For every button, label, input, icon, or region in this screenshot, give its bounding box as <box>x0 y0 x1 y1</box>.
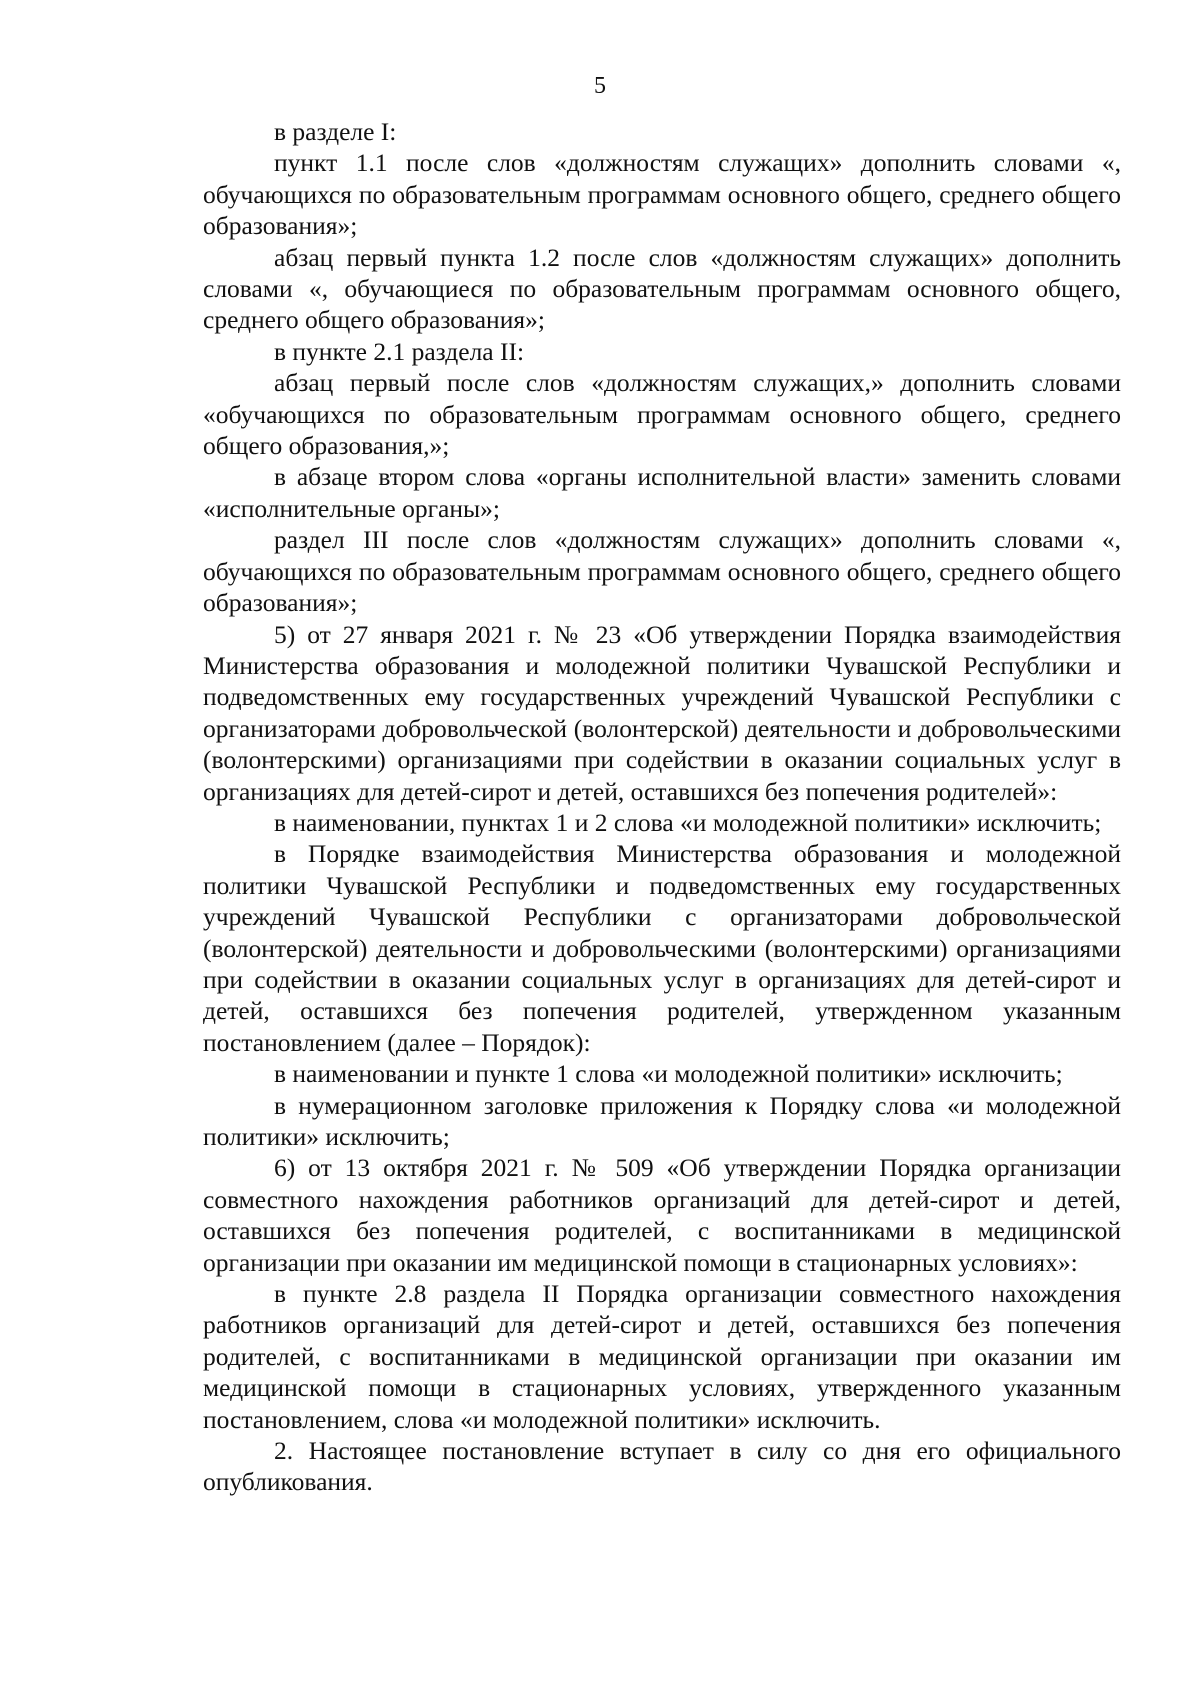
paragraph-procedure: в Порядке взаимодействия Министерства образования и молодежной политики Чувашской Республики и подведомственных ему государственных учреждений Чувашской Республики с организаторами добровольческой (волонтерской) деятельности и добровольческими (волонтерскими) организациями при содействии в оказании социальных услуг в организациях для детей-сирот и детей, оставшихся без попечения родителей, утвержденном указанным постановлением (далее – Порядок): <box>203 839 1121 1057</box>
paragraph-decree-5: 5) от 27 января 2021 г. № 23 «Об утверждении Порядка взаимодействия Министерства образования и молодежной политики Чувашской Республики и подведомственных ему государственных учреждений Чувашской Республики с организаторами добровольческой (волонтерской) деятельности и добровольческими (волонтерскими) организациями при содействии в оказании социальных услуг в организациях для детей-сирот и детей, оставшихся без попечения родителей»: <box>203 619 1121 806</box>
paragraph-section-3: раздел III после слов «должностям служащих» дополнить словами «, обучающихся по образовательным программам основного общего, среднего общего образования»; <box>203 525 1121 618</box>
paragraph-first-abzac: абзац первый после слов «должностям служащих,» дополнить словами «обучающихся по образовательным программам основного общего, среднего общего образования,»; <box>203 368 1121 461</box>
paragraph-appendix-header: в нумерационном заголовке приложения к Порядку слова «и молодежной политики» исключить; <box>203 1090 1121 1151</box>
paragraph-naming-item-1: в наименовании и пункте 1 слова «и молодежной политики» исключить; <box>274 1059 1063 1089</box>
paragraph-item-2-8: в пункте 2.8 раздела II Порядка организации совместного нахождения работников организаций для детей-сирот и детей, оставшихся без попечения родителей, с воспитанниками в медицинской организации при оказании им медицинской помощи в стационарных условиях, утвержденного указанным постановлением, слова «и молодежной политики» исключить. <box>203 1279 1121 1434</box>
paragraph-second-abzac: в абзаце втором слова «органы исполнительной власти» заменить словами «исполнительные органы»; <box>203 462 1121 523</box>
paragraph-decree-6: 6) от 13 октября 2021 г. № 509 «Об утверждении Порядка организации совместного нахождения работников организаций для детей-сирот и детей, оставшихся без попечения родителей, с воспитанниками в медицинской организации при оказании им медицинской помощи в стационарных условиях»: <box>203 1153 1121 1277</box>
paragraph-section-1: в разделе I: <box>274 117 397 146</box>
document-body <box>203 116 1121 1498</box>
paragraph-item-1-1: пункт 1.1 после слов «должностям служащих» дополнить словами «, обучающихся по образовательным программам основного общего, среднего общего образования»; <box>203 148 1121 241</box>
page-number: 5 <box>594 73 606 99</box>
paragraph-effective-date: 2. Настоящее постановление вступает в силу со дня его официального опубликования. <box>203 1436 1121 1497</box>
paragraph-item-2-1: в пункте 2.1 раздела II: <box>274 336 525 366</box>
paragraph-item-1-2: абзац первый пункта 1.2 после слов «должностям служащих» дополнить словами «, обучающиеся по образовательным программам основного общего, среднего общего образования»; <box>203 242 1121 335</box>
paragraph-naming-change: в наименовании, пунктах 1 и 2 слова «и молодежной политики» исключить; <box>274 807 1102 837</box>
